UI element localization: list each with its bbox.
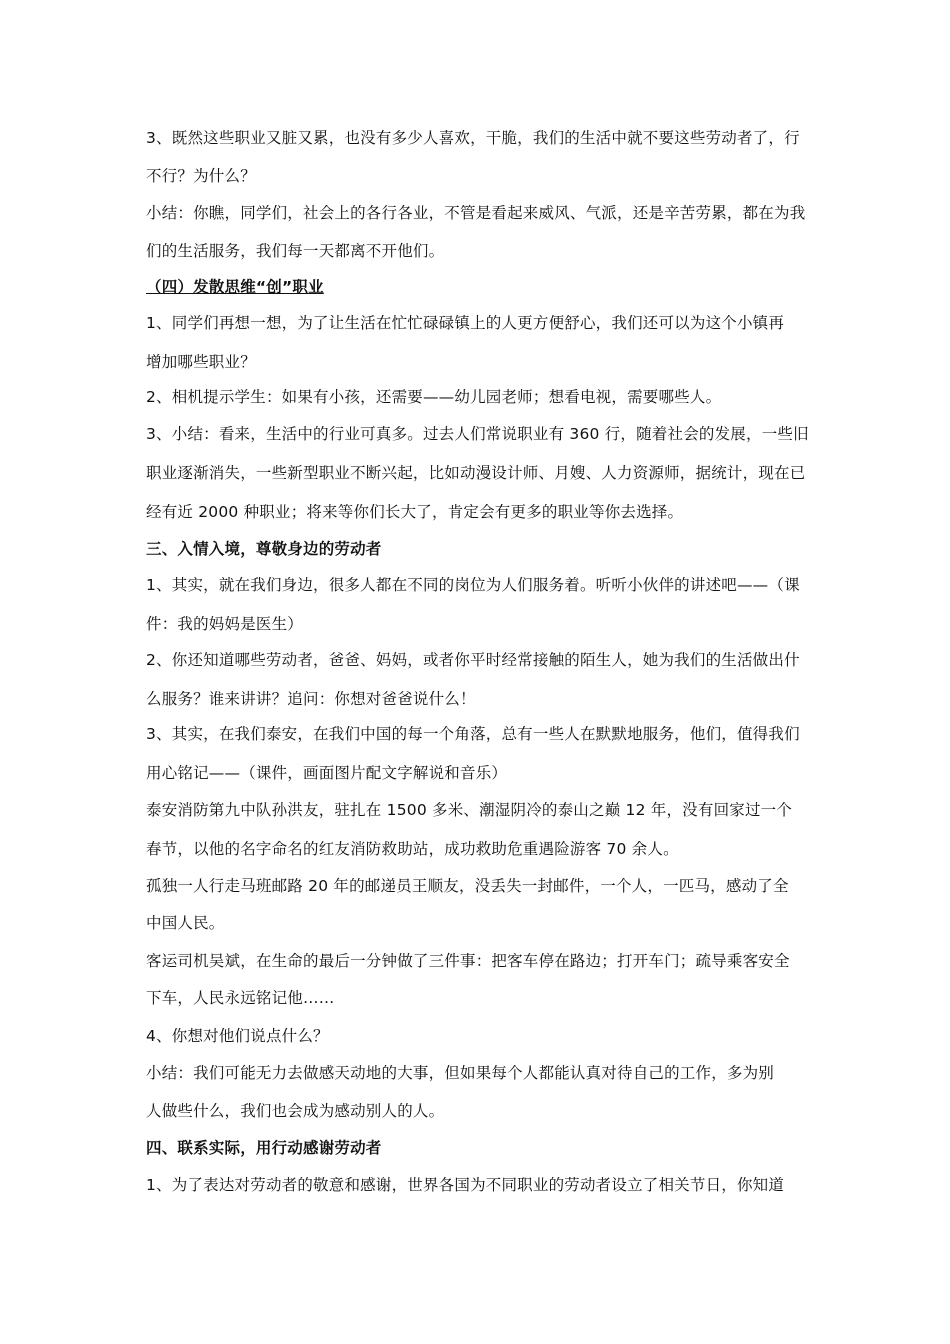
paragraph-line: 3、既然这些职业又脏又累，也没有多少人喜欢，干脆，我们的生活中就不要这些劳动者了，行: [146, 129, 800, 147]
paragraph-line: 职业逐渐消失，一些新型职业不断兴起，比如动漫设计师、月嫂、人力资源师，据统计，现在已: [146, 464, 806, 482]
paragraph-line: 泰安消防第九中队孙洪友，驻扎在 1500 多米、潮湿阴冷的泰山之巅 12 年，没有回家过一个: [146, 801, 793, 819]
paragraph-line: 2、相机提示学生：如果有小孩，还需要——幼儿园老师；想看电视，需要哪些人。: [146, 388, 722, 406]
paragraph-line: 小结：我们可能无力去做感天动地的大事，但如果每个人都能认真对待自己的工作，多为别: [146, 1064, 775, 1082]
paragraph-line: 们的生活服务，我们每一天都离不开他们。: [146, 242, 445, 260]
paragraph-line: 3、小结：看来，生活中的行业可真多。过去人们常说职业有 360 行，随着社会的发展，一些旧: [146, 425, 809, 443]
paragraph-line: 客运司机吴斌，在生命的最后一分钟做了三件事：把客车停在路边；打开车门；疏导乘客安全: [146, 952, 790, 970]
paragraph-line: 春节，以他的名字命名的红友消防救助站，成功救助危重遇险游客 70 余人。: [146, 840, 679, 858]
section-heading: （四）发散思维“创”职业: [146, 278, 324, 296]
paragraph-line: 人做些什么，我们也会成为感动别人的人。: [146, 1102, 445, 1120]
paragraph-line: 增加哪些职业？: [146, 353, 256, 371]
paragraph-line: 件：我的妈妈是医生）: [146, 615, 304, 633]
paragraph-line: 1、同学们再想一想，为了让生活在忙忙碌碌镇上的人更方便舒心，我们还可以为这个小镇再: [146, 314, 785, 332]
paragraph-line: 3、其实，在我们泰安，在我们中国的每一个角落，总有一些人在默默地服务，他们，值得我们: [146, 725, 800, 743]
paragraph-line: 孤独一人行走马班邮路 20 年的邮递员王顺友，没丢失一封邮件，一个人，一匹马，感动了全: [146, 877, 789, 895]
paragraph-line: 1、其实，就在我们身边，很多人都在不同的岗位为人们服务着。听听小伙伴的讲述吧——（课: [146, 576, 800, 594]
paragraph-line: 2、你还知道哪些劳动者，爸爸、妈妈，或者你平时经常接触的陌生人，她为我们的生活做出什: [146, 651, 800, 669]
paragraph-line: 么服务？谁来讲讲？追问：你想对爸爸说什么！: [146, 690, 476, 708]
paragraph-line: 用心铭记——（课件，画面图片配文字解说和音乐）: [146, 764, 508, 782]
paragraph-line: 经有近 2000 种职业；将来等你们长大了，肯定会有更多的职业等你去选择。: [146, 503, 684, 521]
paragraph-line: 1、为了表达对劳动者的敬意和感谢，世界各国为不同职业的劳动者设立了相关节日，你知道: [146, 1176, 785, 1194]
paragraph-line: 不行？为什么？: [146, 167, 256, 185]
paragraph-line: 小结：你瞧，同学们，社会上的各行各业，不管是看起来威风、气派，还是辛苦劳累，都在为我: [146, 204, 806, 222]
paragraph-line: 4、你想对他们说点什么？: [146, 1027, 329, 1045]
section-heading: 三、入情入境，尊敬身边的劳动者: [146, 540, 382, 558]
paragraph-line: 中国人民。: [146, 914, 225, 932]
paragraph-line: 下车，人民永远铭记他……: [146, 989, 335, 1007]
section-heading: 四、联系实际，用行动感谢劳动者: [146, 1139, 382, 1157]
